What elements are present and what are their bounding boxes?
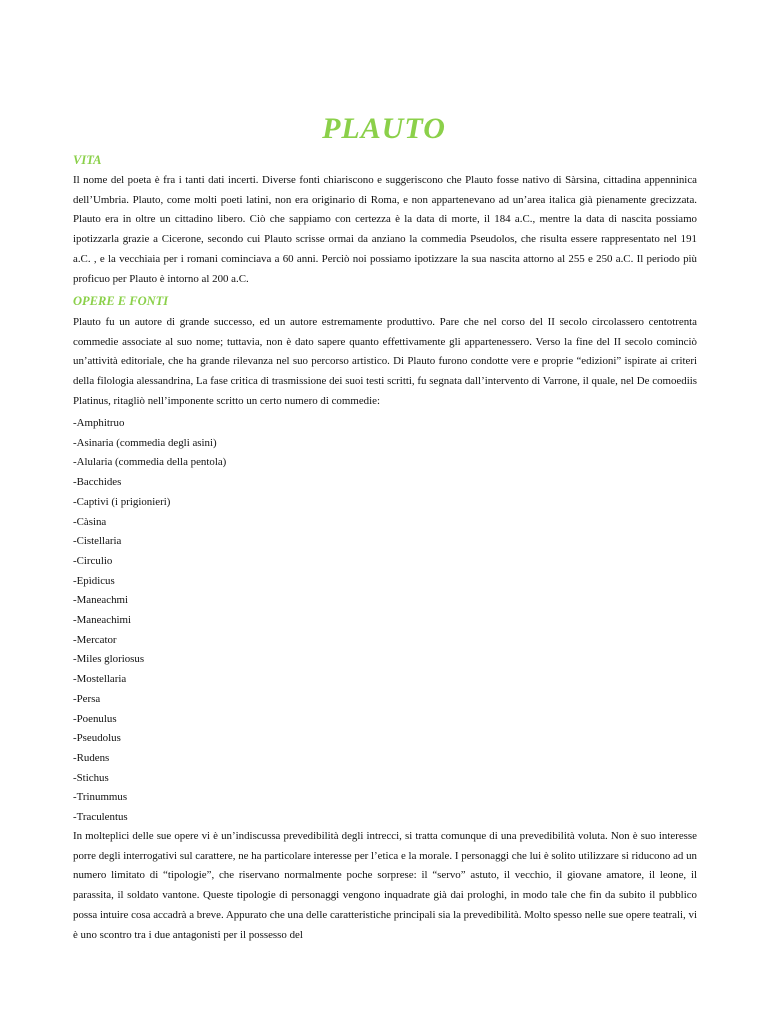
list-item: -Cistellaria <box>73 535 122 548</box>
list-item: -Traculentus <box>73 811 128 824</box>
paragraph-vita: Il nome del poeta è fra i tanti dati incerti. Diverse fonti chiariscono e suggeriscono che Plauto fosse nativo di Sàrsina, cittadina appenninica dell’Umbria. Plauto, come molti poeti latini, non era originario di Roma, e non appartenevano ad un’area italica già pienamente grecizzata. Plauto era in oltre un cittadino libero. Ciò che sappiamo con certezza è la data di morte, il 184 a.C., mentre la data di nascita possiamo ipotizzarla grazie a Cicerone, secondo cui Plauto scrisse ormai da anziano la commedia Pseudolos, che risulta essere rappresentato nel 191 a.C. , e la vecchiaia per i romani cominciava a 60 anni. Perciò noi possiamo ipotizzare la sua nascita attorno al 255 e 250 a.C. Il periodo più proficuo per Plauto è intorno al 200 a.C. <box>73 174 697 285</box>
list-item: -Pseudolus <box>73 732 121 745</box>
list-item: -Persa <box>73 692 101 705</box>
list-item: -Poenulus <box>73 712 117 725</box>
paragraph-opere-e-fonti: Plauto fu un autore di grande successo, ed un autore estremamente produttivo. Pare che nel corso del II secolo circolassero centotrenta commedie associate al suo nome; tuttavia, non è dato sapere quanto effettivamente gli appartenessero. Verso la fine del II secolo cominciò un’attività editoriale, che ha grande rilevanza nel suo percorso artistico. Di Plauto furono condotte vere e proprie “edizioni” ispirate ai criteri della filologia alessandrina, La fase critica di trasmissione dei suoi testi scritti, fu segnata dall’intervento di Varrone, il quale, nel De comoediis Platinus, ritagliò nell’imponente scritto un certo numero di commedie: <box>73 316 697 407</box>
list-item: -Maneachimi <box>73 614 132 627</box>
list-item: -Circulio <box>73 554 113 567</box>
section-heading-vita: VITA <box>73 153 102 167</box>
list-item: -Alularia (commedia della pentola) <box>73 456 227 469</box>
paragraph-closing: In molteplici delle sue opere vi è un’indiscussa prevedibilità degli intrecci, si tratta comunque di una prevedibilità voluta. Non è suo interesse porre degli interrogativi sul carattere, ne ha particolare interesse per l’etica e la morale. I personaggi che lui è solito utilizzare si riducono ad un numero limitato di “tipologie”, che riservano normalmente poche sorprese: il “servo” astuto, il vecchio, il giovane amatore, il leone, il parassita, il soldato vantone. Queste tipologie di personaggi vengono inquadrate già dai prologhi, in modo tale che fin da subito il pubblico possa intuire cosa accadrà a breve. Appurato che una delle caratteristiche principali sia la prevedibilità. Molto spesso nelle sue opere teatrali, vi è uno scontro tra i due antagonisti per il possesso del <box>73 830 697 941</box>
list-item: -Bacchides <box>73 476 122 489</box>
comedies-list <box>73 414 226 828</box>
list-item: -Miles gloriosus <box>73 653 145 666</box>
list-item: -Càsina <box>73 515 107 528</box>
list-item: -Amphitruo <box>73 417 125 429</box>
section-heading-opere-e-fonti: OPERE E FONTI <box>73 294 169 308</box>
list-item: -Trinummus <box>73 791 128 804</box>
list-item: -Stichus <box>73 771 109 784</box>
list-item: -Asinaria (commedia degli asini) <box>73 436 217 449</box>
list-item: -Captivi (i prigionieri) <box>73 495 171 508</box>
page-title: PLAUTO <box>322 112 446 145</box>
list-item: -Maneachmi <box>73 594 129 607</box>
list-item: -Mercator <box>73 633 117 646</box>
list-item: -Epìdicus <box>73 574 115 587</box>
list-item: -Mostellaria <box>73 673 127 686</box>
list-item: -Rudens <box>73 751 110 764</box>
